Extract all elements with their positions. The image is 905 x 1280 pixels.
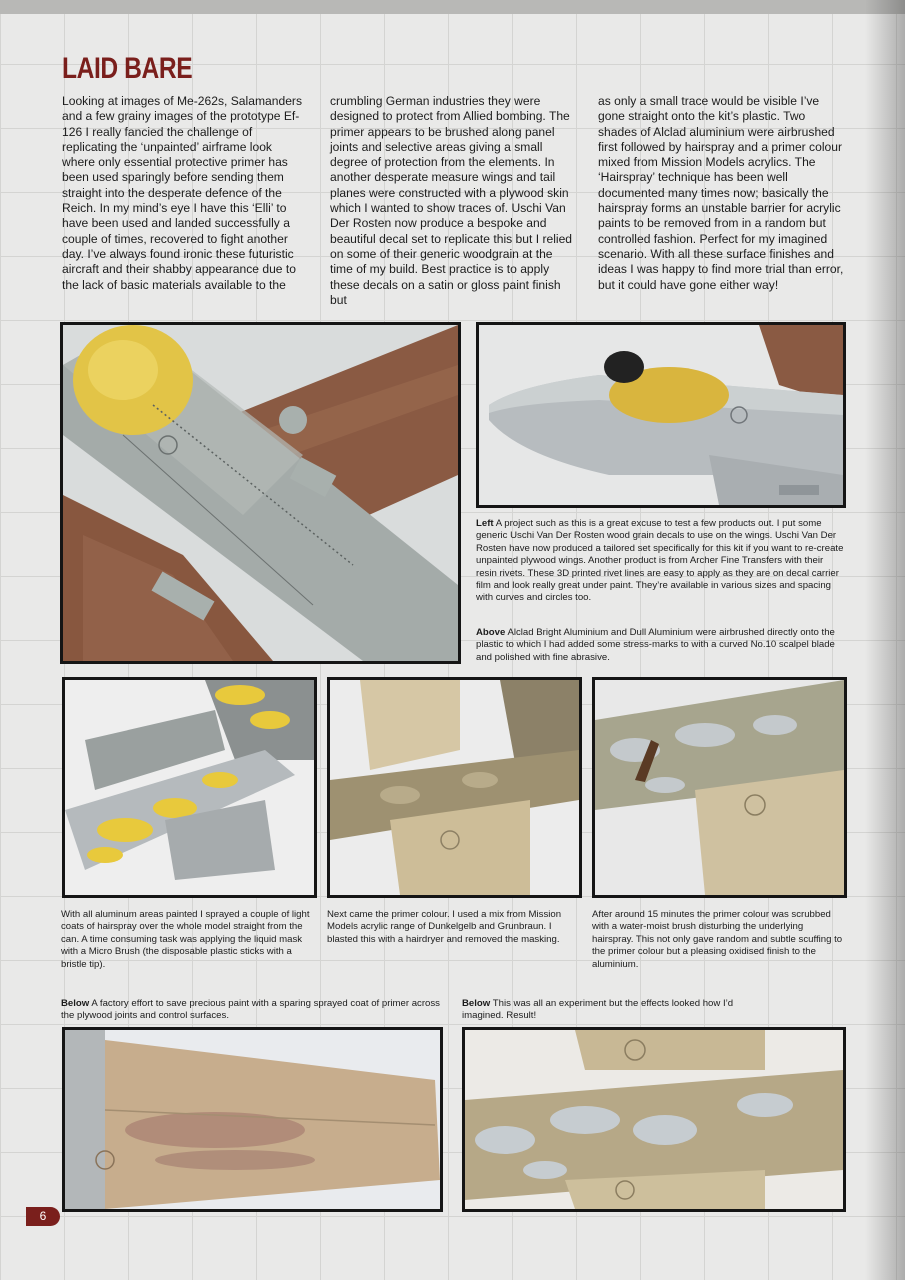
body-column-3: as only a small trace would be visible I’ve gone straight onto the kit’s plastic. Two shades of Alclad aluminium were airbrushed first followed by hairspray and a primer colour mixed from Mission Models acrylics. The ‘Hairspray’ technique has been well documented many times now; basically the hairspray forms an unstable barrier for acrylic paints to be removed from in a random but controlled fashion. Perfect for my imagined scenario. With all these surface finishes and ideas I was happy to find more trial than error, but it could have gone either way! bbox=[598, 94, 844, 292]
caption-above-label: Above bbox=[476, 627, 506, 638]
photo-scrubbed-primer bbox=[592, 677, 847, 898]
top-band bbox=[0, 0, 905, 14]
caption-left-label: Left bbox=[476, 518, 494, 529]
caption-below-left bbox=[61, 998, 446, 1023]
photo-grey-fuselage-plywood-wings bbox=[60, 322, 461, 664]
caption-step-scrub: After around 15 minutes the primer colour was scrubbed with a water-moist brush disturbing the underlying hairspray. This not only gave random and subtle scuffing to the primer colour but a pleasing oxidised finish to the aluminium. bbox=[592, 909, 843, 970]
page-number: 6 bbox=[26, 1207, 60, 1226]
caption-step-hairspray: With all aluminum areas painted I sprayed a couple of light coats of hairspray over the whole model straight from the can. A time consuming task was applying the liquid mask with a Micro Brush (the disposable plastic sticks with a bristle tip). bbox=[61, 909, 310, 970]
photo-aluminium-nose-masked-cockpit bbox=[476, 322, 846, 508]
photo-primed-wing bbox=[62, 1027, 443, 1212]
caption-step-primer: Next came the primer colour. I used a mix from Mission Models acrylic range of Dunkelgelb and Grunbraun. I blasted this with a hairdryer and removed the masking. bbox=[327, 909, 562, 945]
caption-above bbox=[476, 627, 846, 664]
article-title: LAID BARE bbox=[62, 52, 193, 85]
caption-left-text: A project such as this is a great excuse to test a few products out. I put some generic Uschi Van Der Rosten wood grain decals to use on the wings. Uschi Van Der Rosten have now produced a tailored set specifically for this kit if you want to re-create unpainted plywood wings. Another product is from Archer Fine Transfers with their resin rivets. These 3D printed rivet lines are easy to apply as they are on decal carrier film and look really great under paint. They’re available in various sizes and spacing with curves and circles too. bbox=[476, 518, 844, 604]
body-column-1: Looking at images of Me-262s, Salamanders and a few grainy images of the prototype Ef-126 I really fancied the challenge of replicating the ‘unpainted’ airframe look where only essential protective primer has been used sparingly before sending them straight into the desperate defence of the Reich. In my mind’s eye I have this ‘Elli’ to have been used and landed successfully a couple of times, recovered to fight another day. I’ve always found ironic these futuristic aircraft and their shabby appearance due to the lack of basic materials available to the bbox=[62, 94, 302, 292]
photo-final-result bbox=[462, 1027, 846, 1212]
photo-liquid-mask-applied bbox=[62, 677, 317, 898]
caption-below-right bbox=[462, 998, 762, 1023]
caption-below-left-label: Below bbox=[61, 998, 90, 1009]
caption-below-left-text: A factory effort to save precious paint with a sparing sprayed coat of primer across the plywood joints and control surfaces. bbox=[61, 998, 440, 1022]
caption-left bbox=[476, 518, 846, 605]
page-edge-shadow bbox=[865, 0, 905, 1280]
caption-below-right-label: Below bbox=[462, 998, 491, 1009]
photo-primer-colour bbox=[327, 677, 582, 898]
caption-below-right-text: This was all an experiment but the effects looked how I’d imagined. Result! bbox=[462, 998, 734, 1022]
caption-above-text: Alclad Bright Aluminium and Dull Aluminium were airbrushed directly onto the plastic to which I had added some stress-marks to with a curved No.10 scalpel blade and polished with fine abrasive. bbox=[476, 627, 835, 663]
body-column-2: crumbling German industries they were designed to protect from Allied bombing. The primer appears to be brushed along panel joints and selective areas giving a small degree of protection from the elements. In another desperate measure wings and tail planes were constructed with a plywood skin which I wanted to show traces of. Uschi Van Der Rosten now produce a bespoke and beautiful decal set to replicate this but I relied on some of their generic woodgrain at the time of my build. Best practice is to apply these decals on a satin or gloss paint finish but bbox=[330, 94, 573, 307]
